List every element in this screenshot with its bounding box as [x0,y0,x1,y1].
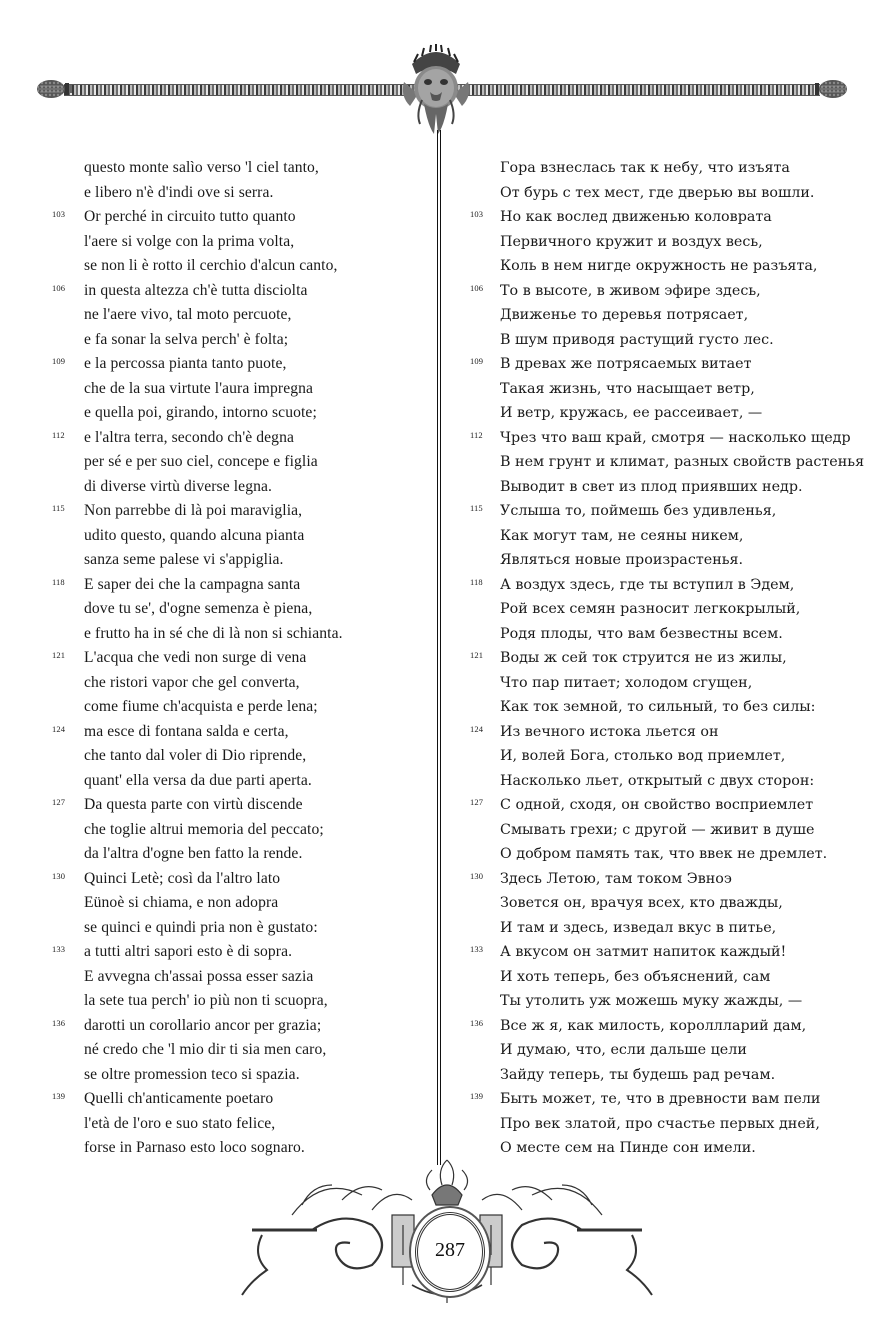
verse-line [470,524,850,549]
verse-line [52,744,422,769]
verse-line [52,328,422,353]
verse-line [52,622,422,647]
verse-text: questo monte salìo verso 'l ciel tanto, [84,159,319,176]
verse-line [52,891,422,916]
verse-line [52,450,422,475]
verse-line [470,916,850,941]
column-divider [437,130,441,1165]
verse-text: di diverse virtù diverse legna. [84,477,273,495]
verse-line [470,940,850,965]
verse-line [470,1038,850,1063]
verse-text: О месте сем на Пинде сон имели. [500,1140,756,1156]
verse-line [52,401,422,426]
verse-number: 115 [52,503,65,513]
verse-text: Насколько льет, открытый с двух сторон: [500,772,815,789]
verse-number: 118 [470,576,483,587]
verse-line [52,597,422,622]
verse-text: Eünoè si chiama, e non adopra [84,894,279,911]
verse-text: darotti un corollario ancor per grazia; [84,1016,322,1034]
verse-line [470,377,850,402]
lion-mask-icon [396,44,476,136]
verse-number: 136 [470,1017,484,1028]
verse-line [470,793,850,818]
verse-text: e la percossa pianta tanto puote, [84,355,287,372]
verse-line [52,769,422,794]
verse-text: В нем грунт и климат, разных свойств растенья [500,454,865,470]
verse-number: 133 [470,944,484,954]
verse-line [470,181,850,206]
verse-line [52,279,422,304]
verse-text: se quinci e quindi pria non è gustato: [84,918,318,936]
verse-text: Quinci Letè; così da l'altro lato [84,869,281,887]
verse-line [470,597,850,622]
verse-line [470,352,850,377]
verse-number: 121 [52,650,66,660]
verse-line [470,744,850,769]
verse-text: И ветр, кружась, ее рассеивает, — [500,405,763,421]
verse-number: 109 [470,356,484,366]
verse-text: Выводит в свет из плод приявших недр. [500,478,803,495]
verse-line [52,867,422,892]
verse-text: che ristori vapor che gel converta, [84,673,300,691]
verse-line [470,989,850,1014]
verse-line [52,818,422,843]
verse-line [52,377,422,402]
verse-text: E saper dei che la campagna santa [84,575,301,593]
verse-text: То в высоте, в живом эфире здесь, [500,282,761,299]
verse-text: che de la sua virtute l'aura impregna [84,379,314,397]
verse-text: e frutto ha in sé che di là non si schianta. [84,624,343,642]
italian-text-column [52,156,422,1161]
verse-text: Первичного кружит и воздух весь, [500,233,763,250]
verse-line [52,181,422,206]
verse-text: И, волей Бога, столько вод приемлет, [500,748,786,764]
verse-line [52,1014,422,1039]
verse-line [52,499,422,524]
verse-line [52,989,422,1014]
verse-text: Услыша то, поймешь без удивленья, [500,503,777,519]
verse-text: Про век златой, про счастье первых дней, [500,1115,820,1132]
verse-number: 130 [52,870,66,881]
verse-text: Рой всех семян разносит легкокрылый, [500,601,801,617]
top-ornament [36,44,848,144]
verse-line [52,695,422,720]
verse-line [470,818,850,843]
verse-line [470,867,850,892]
verse-number: 133 [52,944,66,954]
verse-text: per sé e per suo ciel, concepe e figlia [84,453,318,470]
verse-line [470,303,850,328]
verse-text: Ты утолить уж можешь муку жажды, — [500,993,803,1009]
verse-text: a tutti altri sapori esto è di sopra. [84,943,293,960]
verse-text: ne l'aere vivo, tal moto percuote, [84,306,292,323]
verse-line [470,1087,850,1112]
verse-number: 112 [52,429,65,440]
verse-number: 103 [52,209,66,219]
verse-number: 130 [470,870,484,881]
verse-text: Da questa parte con virtù discende [84,796,303,813]
verse-text: la sete tua perch' io più non ti scuopra, [84,992,328,1009]
verse-text: А вкусом он затмит напиток каждый! [500,944,787,960]
verse-text: né credo che 'l mio dir ti sia men caro, [84,1041,327,1058]
verse-line [52,940,422,965]
verse-line [470,695,850,720]
verse-text: dove tu se', d'ogne semenza è piena, [84,600,313,617]
verse-line [52,916,422,941]
verse-line [52,793,422,818]
verse-number: 103 [470,209,484,219]
verse-text: Как могут там, не сеяны никем, [500,527,744,544]
verse-text: От бурь с тех мест, где дверью вы вошли. [500,184,815,201]
verse-text: Воды ж сей ток струится не из жилы, [500,650,787,666]
verse-text: Or perché in circuito tutto quanto [84,208,296,225]
verse-line [52,671,422,696]
verse-line [470,671,850,696]
verse-line [470,842,850,867]
verse-text: Являться новые произрастенья. [500,552,744,568]
verse-line [470,891,850,916]
verse-text: l'aere si volge con la prima volta, [84,232,295,250]
verse-line [52,720,422,745]
verse-line [52,254,422,279]
verse-line [470,156,850,181]
verse-text: e libero n'è d'indi ove si serra. [84,183,274,201]
verse-text: Движенье то деревья потрясает, [500,307,749,323]
verse-line [470,279,850,304]
bottom-ornament [232,1155,662,1305]
verse-line [470,254,850,279]
verse-line [470,475,850,500]
verse-text: Здесь Летою, там током Эвноэ [500,870,732,887]
verse-line [52,205,422,230]
verse-line [470,426,850,451]
verse-text: Родя плоды, что вам безвестны всем. [500,625,783,642]
verse-line [52,156,422,181]
verse-line [470,230,850,255]
verse-text: Из вечного истока льется он [500,723,719,740]
verse-text: Чрез что ваш край, смотря — насколько щедр [500,429,851,446]
verse-line [470,1112,850,1137]
verse-text: В шум приводя растущий густо лес. [500,331,774,348]
verse-number: 127 [52,797,66,807]
verse-number: 109 [52,356,66,366]
verse-line [52,1087,422,1112]
verse-text: forse in Parnaso esto loco sognaro. [84,1139,305,1156]
verse-number: 136 [52,1017,66,1028]
verse-line [470,328,850,353]
verse-line [52,303,422,328]
verse-line [52,548,422,573]
verse-text: Такая жизнь, что насыщает ветр, [500,380,755,397]
verse-line [470,769,850,794]
verse-text: Что пар питает; холодом сгущен, [500,674,753,691]
verse-line [52,965,422,990]
verse-text: se non li è rotto il cerchio d'alcun canto, [84,257,338,274]
verse-text: che toglie altrui memoria del peccato; [84,820,324,838]
verse-line [52,524,422,549]
verse-line [52,475,422,500]
verse-text: И там и здесь, изведал вкус в питье, [500,919,777,936]
verse-text: E avvegna ch'assai possa esser sazia [84,967,314,985]
verse-line [52,352,422,377]
verse-text: Quelli ch'anticamente poetaro [84,1090,274,1107]
verse-text: Смывать грехи; с другой — живит в душе [500,821,815,838]
verse-line [470,1014,850,1039]
verse-text: da l'altra d'ogne ben fatto la rende. [84,845,303,862]
verse-line [470,450,865,475]
verse-text: e quella poi, girando, intorno scuote; [84,404,317,421]
verse-line [52,573,422,598]
verse-number: 139 [52,1091,66,1101]
verse-number: 112 [470,429,483,440]
verse-text: И хоть теперь, без объяснений, сам [500,968,771,985]
verse-line [470,573,850,598]
verse-text: Зовется он, врачуя всех, кто дважды, [500,895,783,911]
pinecone-finial-right-icon [808,77,848,101]
verse-line [470,646,850,671]
verse-number: 124 [470,723,484,734]
verse-number: 121 [470,650,484,660]
verse-number: 106 [470,282,484,293]
verse-line [52,1063,422,1088]
verse-text: L'acqua che vedi non surge di vena [84,649,307,666]
verse-line [52,230,422,255]
verse-text: А воздух здесь, где ты вступил в Эдем, [500,576,795,593]
verse-line [52,842,422,867]
russian-text-column [470,156,865,1161]
verse-line [470,1063,850,1088]
verse-text: Как ток земной, то сильный, то без силы: [500,699,816,715]
verse-text: come fiume ch'acquista e perde lena; [84,698,318,715]
verse-text: ma esce di fontana salda e certa, [84,722,289,740]
verse-line [470,548,850,573]
verse-text: quant' ella versa da due parti aperta. [84,771,312,789]
verse-text: Зайду теперь, ты будешь рад речам. [500,1066,776,1083]
verse-text: se oltre promession teco si spazia. [84,1065,300,1083]
verse-text: В древах же потрясаемых витает [500,356,752,372]
pinecone-finial-left-icon [36,77,76,101]
verse-line [52,426,422,451]
verse-text: l'età de l'oro e suo stato felice, [84,1114,276,1132]
verse-text: udito questo, quando alcuna pianta [84,526,305,544]
verse-line [470,965,850,990]
verse-line [470,205,850,230]
verse-line [52,1112,422,1137]
verse-line [470,499,850,524]
verse-number: 115 [470,503,483,513]
verse-text: Коль в нем нигде окружность не разъята, [500,258,818,274]
verse-number: 124 [52,723,66,734]
page-number: 287 [435,1239,465,1261]
verse-text: О добром память так, что ввек не дремлет. [500,846,828,862]
verse-text: sanza seme palese vi s'appiglia. [84,551,284,568]
verse-text: Non parrebbe di là poi maraviglia, [84,502,303,519]
verse-line [52,646,422,671]
verse-text: Гора взнеслась так к небу, что изъята [500,160,790,176]
verse-text: Все ж я, как милость, короллларий дам, [500,1017,807,1034]
page-number-cartouche [415,1212,485,1292]
verse-text: e fa sonar la selva perch' è folta; [84,330,289,348]
verse-line [470,720,850,745]
verse-text: Но как вослед движенью коловрата [500,209,772,225]
verse-text: Быть может, те, что в древности вам пели [500,1091,821,1107]
verse-number: 139 [470,1091,484,1101]
verse-line [470,401,850,426]
verse-number: 106 [52,282,66,293]
verse-text: И думаю, что, если дальше цели [500,1042,747,1058]
verse-number: 118 [52,576,65,587]
verse-text: che tanto dal voler di Dio riprende, [84,747,307,764]
verse-text: С одной, сходя, он свойство восприемлет [500,797,814,813]
verse-line [470,622,850,647]
verse-text: e l'altra terra, secondo ch'è degna [84,428,294,446]
verse-line [52,1038,422,1063]
verse-number: 127 [470,797,484,807]
verse-text: in questa altezza ch'è tutta disciolta [84,281,308,299]
